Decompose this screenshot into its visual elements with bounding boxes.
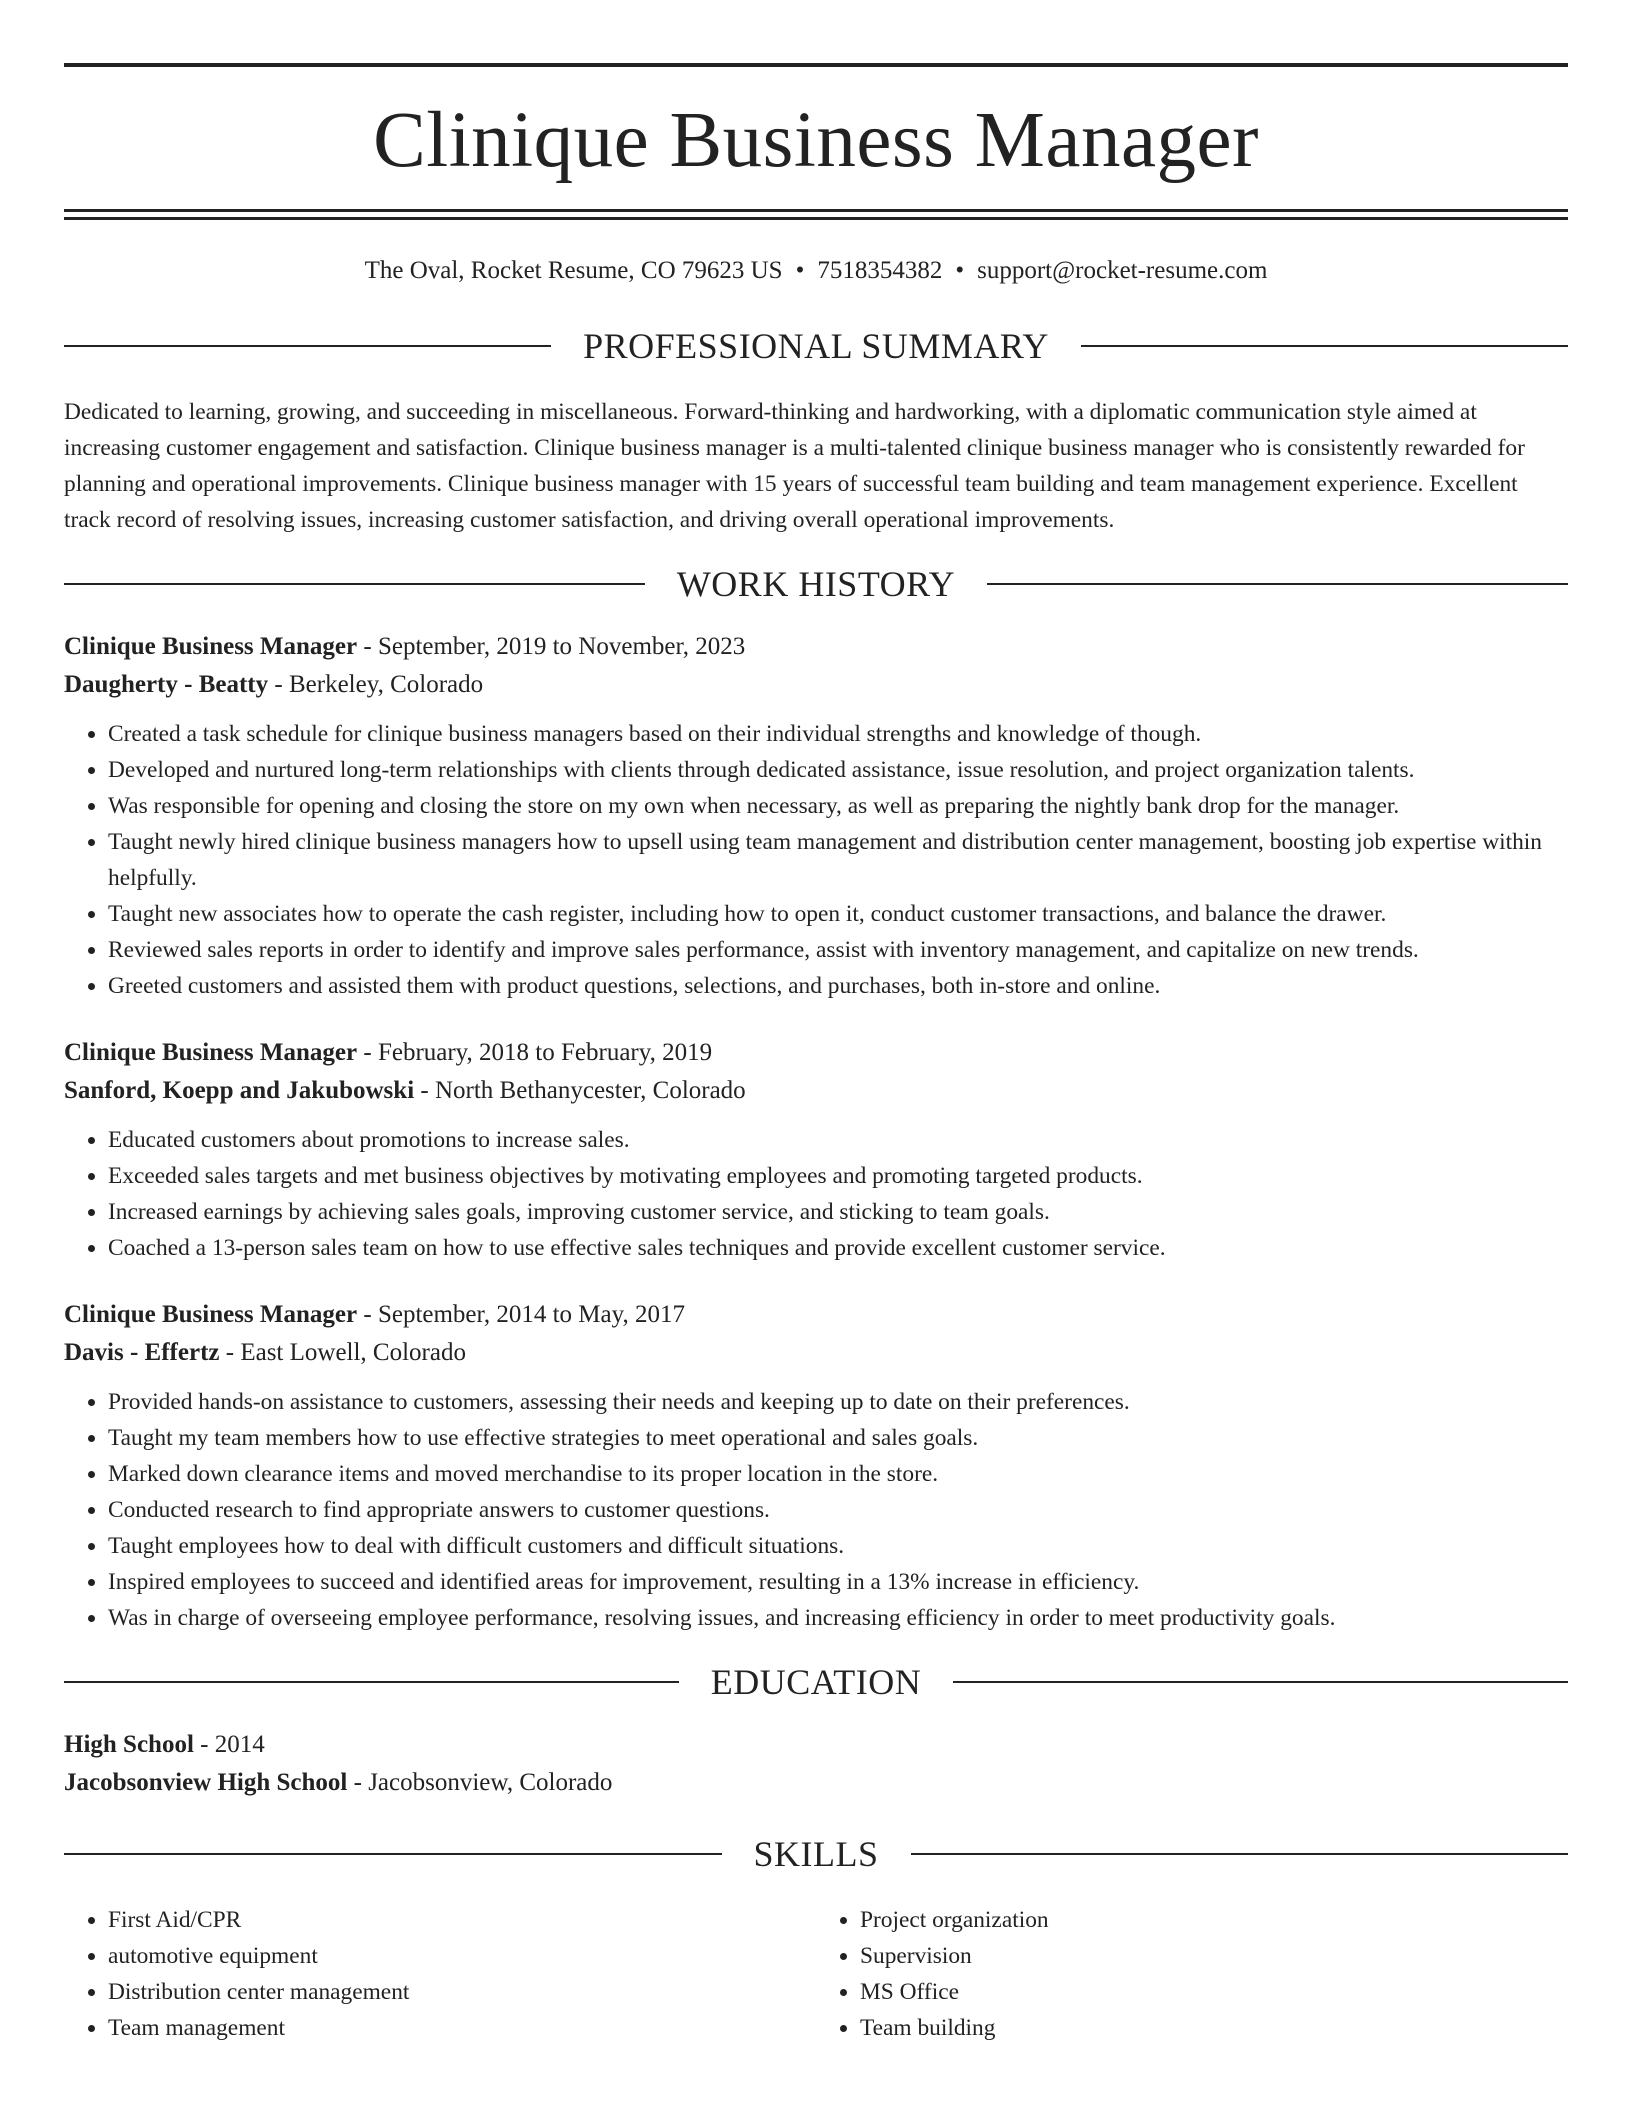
skill-item: • Distribution center management — [108, 1974, 816, 2010]
skills-column-right — [816, 1902, 1568, 2046]
job-bullets — [64, 716, 1568, 1004]
job-bullet: • Inspired employees to succeed and identified areas for improvement, resulting in a 13% increase in efficiency. — [108, 1564, 1568, 1600]
contact-separator: • — [795, 257, 805, 284]
section-title: SKILLS — [753, 1834, 879, 1874]
double-rule — [64, 209, 1568, 220]
section-heading-work-history — [64, 562, 1568, 606]
job-location: Berkeley, Colorado — [288, 671, 484, 698]
job-company-line: Daugherty - Beatty - Berkeley, Colorado — [64, 671, 484, 698]
skill-item: • First Aid/CPR — [108, 1902, 816, 1938]
job-bullets — [64, 1384, 1568, 1636]
job-entry — [64, 1034, 1568, 1266]
candidate-name: Clinique Business Manager — [373, 97, 1259, 184]
job-bullet: • Taught my team members how to use effective strategies to meet operational and sales goals. — [108, 1420, 1568, 1456]
job-bullet: • Was responsible for opening and closing the store on my own when necessary, as well as preparing the nightly bank drop for the manager. — [108, 788, 1568, 824]
education-location: Jacobsonview, Colorado — [368, 1769, 613, 1796]
job-bullet: • Was in charge of overseeing employee performance, resolving issues, and increasing efficiency in order to meet productivity goals. — [108, 1600, 1568, 1636]
contact-line — [64, 254, 1568, 288]
heading-rule — [64, 583, 645, 585]
job-bullet: • Educated customers about promotions to increase sales. — [108, 1122, 1568, 1158]
section-heading-skills — [64, 1832, 1568, 1876]
job-bullet: • Developed and nurtured long-term relationships with clients through dedicated assistance, issue resolution, and project organization talents. — [108, 752, 1568, 788]
education-year: 2014 — [214, 1731, 265, 1758]
job-title-line: Clinique Business Manager - February, 2018 to February, 2019 — [64, 1039, 713, 1066]
contact-separator: • — [955, 257, 965, 284]
heading-rule — [987, 583, 1568, 585]
section-heading-summary — [64, 324, 1568, 368]
job-bullet: • Provided hands-on assistance to customers, assessing their needs and keeping up to date on their preferences. — [108, 1384, 1568, 1420]
job-bullet: • Greeted customers and assisted them with product questions, selections, and purchases, both in-store and online. — [108, 968, 1568, 1004]
job-bullet: • Exceeded sales targets and met business objectives by motivating employees and promoting targeted products. — [108, 1158, 1568, 1194]
skill-item: • automotive equipment — [108, 1938, 816, 1974]
skill-item: • Team building — [860, 2010, 1568, 2046]
job-title: Clinique Business Manager — [64, 633, 358, 660]
job-bullet: • Conducted research to find appropriate answers to customer questions. — [108, 1492, 1568, 1528]
section-heading-education — [64, 1660, 1568, 1704]
heading-rule — [64, 1853, 722, 1855]
job-bullets — [64, 1122, 1568, 1266]
job-bullet: • Taught newly hired clinique business managers how to upsell using team management and distribution center management, boosting job expertise within helpfully. — [108, 824, 1568, 896]
job-bullet: • Taught employees how to deal with difficult customers and difficult situations. — [108, 1528, 1568, 1564]
heading-rule — [911, 1853, 1569, 1855]
job-title-line: Clinique Business Manager - September, 2019 to November, 2023 — [64, 633, 746, 660]
education-degree: High School — [64, 1731, 194, 1758]
job-bullet: • Marked down clearance items and moved merchandise to its proper location in the store. — [108, 1456, 1568, 1492]
skill-item: • Team management — [108, 2010, 816, 2046]
contact-phone: 7518354382 — [817, 257, 943, 284]
education-school-line: Jacobsonview High School - Jacobsonview, Colorado — [64, 1769, 613, 1796]
skills-column-left — [64, 1902, 816, 2046]
heading-rule — [1081, 345, 1568, 347]
job-dates: September, 2019 to November, 2023 — [377, 633, 746, 660]
heading-rule — [64, 1681, 679, 1683]
job-title: Clinique Business Manager — [64, 1301, 358, 1328]
job-bullet: • Increased earnings by achieving sales goals, improving customer service, and sticking to team goals. — [108, 1194, 1568, 1230]
job-title-line: Clinique Business Manager - September, 2014 to May, 2017 — [64, 1301, 685, 1328]
contact-address: The Oval, Rocket Resume, CO 79623 US — [364, 257, 783, 284]
top-rule — [64, 63, 1568, 67]
section-title: WORK HISTORY — [676, 564, 956, 604]
education-degree-line: High School - 2014 — [64, 1731, 265, 1758]
job-dates: September, 2014 to May, 2017 — [377, 1301, 685, 1328]
job-entry — [64, 1296, 1568, 1636]
skills-list — [64, 1902, 1568, 2046]
job-bullet: • Created a task schedule for clinique business managers based on their individual strengths and knowledge of though. — [108, 716, 1568, 752]
heading-rule — [64, 345, 551, 347]
contact-email: support@rocket-resume.com — [977, 257, 1268, 284]
section-title: EDUCATION — [710, 1662, 922, 1702]
work-history-list — [64, 628, 1568, 1636]
job-location: North Bethanycester, Colorado — [434, 1077, 746, 1104]
job-bullet: • Coached a 13-person sales team on how to use effective sales techniques and provide excellent customer service. — [108, 1230, 1568, 1266]
job-dates: February, 2018 to February, 2019 — [377, 1039, 713, 1066]
job-bullet: • Reviewed sales reports in order to identify and improve sales performance, assist with inventory management, and capitalize on new trends. — [108, 932, 1568, 968]
job-title: Clinique Business Manager — [64, 1039, 358, 1066]
section-title: PROFESSIONAL SUMMARY — [583, 326, 1049, 366]
education-school: Jacobsonview High School — [64, 1769, 348, 1796]
job-entry — [64, 628, 1568, 1004]
job-company-line: Davis - Effertz - East Lowell, Colorado — [64, 1339, 466, 1366]
job-company: Davis - Effertz — [64, 1339, 220, 1366]
job-company: Sanford, Koepp and Jakubowski — [64, 1077, 415, 1104]
summary-text: Dedicated to learning, growing, and succeeding in miscellaneous. Forward-thinking and hardworking, with a diplomatic communication style aimed at increasing customer engagement and satisfaction. Clinique business manager is a multi-talented clinique business manager who is consistently rewarded for planning and operational improvements. Clinique business manager with 15 years of successful team building and team management experience. Excellent track record of resolving issues, increasing customer satisfaction, and driving overall operational improvements. — [64, 399, 1525, 533]
skill-item: • MS Office — [860, 1974, 1568, 2010]
skill-item: • Supervision — [860, 1938, 1568, 1974]
skill-item: • Project organization — [860, 1902, 1568, 1938]
job-company: Daugherty - Beatty — [64, 671, 269, 698]
job-bullet: • Taught new associates how to operate the cash register, including how to open it, conduct customer transactions, and balance the drawer. — [108, 896, 1568, 932]
education-entry — [64, 1726, 1568, 1802]
job-company-line: Sanford, Koepp and Jakubowski - North Bethanycester, Colorado — [64, 1077, 746, 1104]
job-location: East Lowell, Colorado — [240, 1339, 466, 1366]
heading-rule — [953, 1681, 1568, 1683]
